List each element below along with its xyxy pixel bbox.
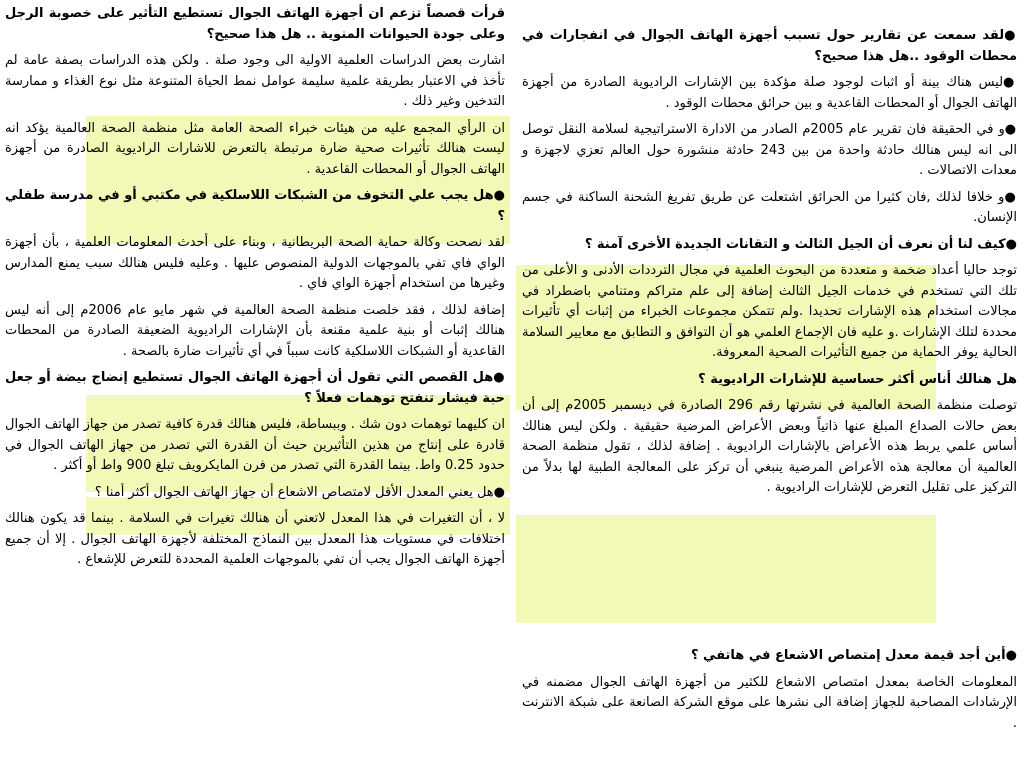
left-q3 — [5, 368, 505, 409]
right-column — [522, 26, 1017, 505]
right-a1c-text: و خلافا لذلك ,فان كثيرا من الحرائق اشتعلت عن طريق تفريغ الشحنة الساكنة في جسم الإنسان. — [522, 189, 1017, 225]
left-q1-text: قرأت قصصاً تزعم ان أجهزة الهاتف الجوال تستطيع التأثير على خصوبة الرجل وعلى جودة الحيوانات المنوية .. هل هذا صحيح؟ — [5, 6, 505, 42]
left-q4 — [5, 483, 505, 504]
bullet-icon: ● — [493, 188, 506, 203]
right-a1a-text: ليس هناك بينة أو اثبات لوجود صلة مؤكدة بين الإشارات الراديوية الصادرة من أجهزة الهاتف الجوال أو المحطات القاعدية و بين حرائق محطات الوقود . — [522, 75, 1017, 111]
right-a1b-text: و في الحقيقة فان تقرير عام 2005م الصادر من الادارة الاستراتيجية لسلامة النقل توصل الى انه ليس هنالك حادثة واحدة من بين 243 حادثة منشورة حول العالم تعزي لاجهزة و معدات الاتصالات . — [522, 122, 1017, 178]
left-a3: ان كليهما توهمات دون شك . وببساطة، فليس هنالك قدرة كافية تصدر من جهاز الهاتف الجوال قادرة على إنتاج من هذين التأثيرين حيث أن القدرة التي تصدر من جهاز الهاتف الجوال في حدود 0.25 واط. بينما القدرة التي تصدر من فرن المايكرويف تبلغ 900 واط أو أكثر . — [5, 417, 505, 473]
right-a1c — [522, 188, 1017, 229]
right-q1 — [522, 26, 1017, 67]
right-a3: توصلت منظمة الصحة العالمية في نشرتها رقم 296 الصادرة في ديسمبر 2005م إلى أن بعض حالات الصداع المبلغ عنها ذاتياً وبعض الأعراض المرضية حقيقية . ولكن ليس هنالك أساس علمي يربط هذه الأعراض بالإشارات الراديوية . إضافة لذلك ، تقول منظمة الصحة العالمية أن معالجة هذه الأعراض المرضية ينبغي أن تركز على المعالجة الطبية لها بدلاً من التركيز على تقليل التعرض للإشارات الراديوية . — [522, 398, 1017, 495]
bullet-icon: ● — [1004, 189, 1017, 205]
left-a1a: اشارت بعض الدراسات العلمية الاولية الى وجود صلة . ولكن هذه الدراسات بصفة عامة لم تأخذ في الاعتبار بطريقة علمية سليمة عوامل نمط الحياة المتنوعة مثل نوع الغذاء و ممارسة التدخين وغير ذلك . — [5, 53, 505, 109]
right-column-bottom — [522, 646, 1017, 740]
bullet-icon: ● — [493, 484, 505, 500]
right-q4-text: أين أجد قيمة معدل إمتصاص الاشعاع في هاتفي ؟ — [690, 648, 1006, 663]
left-a2b: إضافة لذلك ، فقد خلصت منظمة الصحة العالمية في شهر مايو عام 2006م إلى أنه ليس هنالك إثبات أو بنية علمية مقنعة بأن الإشارات الراديوية الضعيفة الصادرة من المحطات القاعدية أو الشبكات اللاسلكية كانت سبباً في أي تأثيرات ضارة بالصحة . — [5, 302, 506, 359]
right-q2-text: كيف لنا أن نعرف أن الجيل الثالث و التقانات الجديدة الأخرى آمنة ؟ — [584, 236, 1006, 252]
highlight-right-2 — [516, 515, 936, 623]
bullet-icon: ● — [493, 370, 505, 385]
right-q4 — [522, 646, 1017, 667]
left-q1 — [5, 4, 505, 45]
left-q2-text: هل يجب علي التخوف من الشبكات اللاسلكية في مكتبي أو في مدرسة طفلي ؟ — [5, 188, 505, 224]
left-a4: لا ، أن التغيرات في هذا المعدل لاتعني أن هنالك تغيرات في السلامة . بينما قد يكون هنالك اختلافات في مستويات هذا المعدل بين النماذج المختلفة لأجهزة الهاتف الجوال . إلا أن جميع أجهزة الهاتف الجوال يجب أن تفي بالموجهات العلمية المحددة للتعرض للإشعاع . — [5, 511, 505, 567]
right-a1b — [522, 120, 1017, 182]
left-q2 — [5, 186, 505, 227]
right-a4: المعلومات الخاصة بمعدل امتصاص الاشعاع للكثير من أجهزة الهاتف الجوال مضمنه في الإرشادات المصاحبة للجهاز إضافة الى نشرها على موقع الشركة الصانعة على شبكة الانترنت . — [522, 674, 1017, 731]
left-q3-text: هل القصص التي تقول أن أجهزة الهاتف الجوال تستطيع إنضاج بيضة أو جعل حبة فيشار تنفتح توهمات فعلاً ؟ — [5, 370, 505, 406]
right-q1-text: لقد سمعت عن تقارير حول تسبب أجهزة الهاتف الجوال في انفجارات في محطات الوقود ..هل هذا صحيح؟ — [522, 28, 1017, 64]
bullet-icon: ● — [1005, 236, 1017, 252]
left-a2a: لقد نصحت وكالة حماية الصحة البريطانية ، وبناء على أحدث المعلومات العلمية ، بأن أجهزة الواي فاي تفي بالموجهات الدولية المنصوص عليها . وعليه فليس هنالك سبب يمنع المدارس وغيرها من استخدام أجهزة الواي فاي . — [5, 235, 505, 291]
bullet-icon: ● — [1004, 122, 1018, 137]
bullet-icon: ● — [1005, 648, 1017, 663]
right-a2: توجد حاليا أعداد ضخمة و متعددة من البحوث العلمية في مجال الترددات الأدنى و الأعلى من تلك التي تستخدم في خدمات الجيل الثالث إضافة إلى علم متراكم ومتنامي باضطراد في مجالات استخدام هذه الإشارات تحديدا .ولم تتمكن مجموعات الخبراء من إثبات أي تأثيرات محددة لتلك الإشارات .و عليه فان الإجماع العلمي هو أن التوافق و التطابق مع معايير السلامة الحالية يوفر الحماية من جميع التأثيرات الصحية المعروفة. — [522, 263, 1017, 360]
bullet-icon: ● — [1004, 28, 1017, 43]
left-column — [5, 4, 505, 577]
right-q2 — [522, 235, 1017, 256]
right-a1a — [522, 73, 1017, 114]
right-q3: هل هنالك أناس أكثر حساسية للإشارات الراديوية ؟ — [698, 371, 1017, 387]
bullet-icon: ● — [1003, 75, 1017, 90]
left-a1b: ان الرأي المجمع عليه من هيئات خبراء الصحة العامة مثل منظمة الصحة العالمية يؤكد انه ليست هنالك تأثيرات صحية ضارة مرتبطة بالتعرض للاشارات الراديوية الصادرة من أجهزة الهاتف الجوال أو المحطات القاعدية . — [5, 120, 505, 177]
left-q4-text: هل يعني المعدل الأقل لامتصاص الاشعاع أن جهاز الهاتف الجوال أكثر أمنا ؟ — [94, 484, 494, 500]
